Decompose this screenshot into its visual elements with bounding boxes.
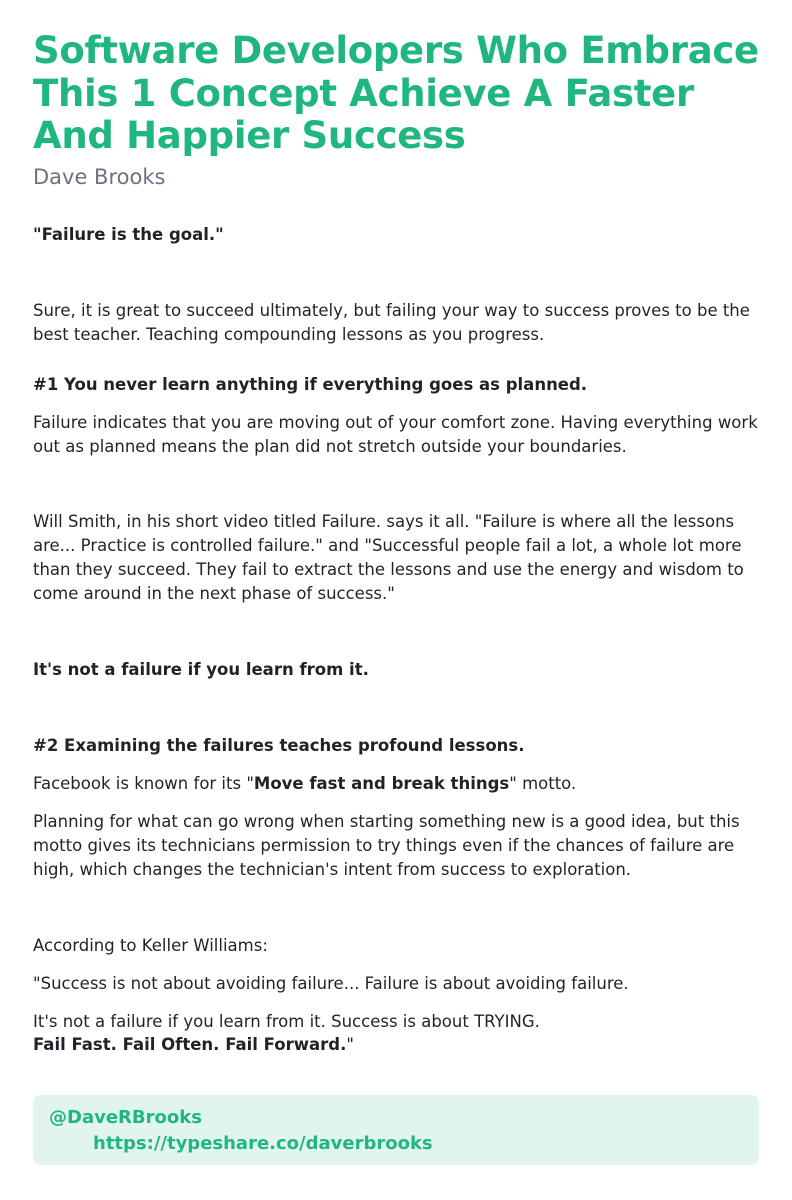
section-heading-1: #1 You never learn anything if everything goes as planned.: [33, 374, 588, 394]
facebook-motto: Move fast and break things: [253, 774, 510, 793]
typeshare-link[interactable]: https://typeshare.co/daverbrooks: [93, 1133, 433, 1154]
section-heading-2: #2 Examining the failures teaches profound lessons.: [33, 736, 525, 756]
twitter-handle-link[interactable]: @DaveRBrooks: [49, 1107, 202, 1128]
planning-paragraph: Planning for what can go wrong when starting something new is a good idea, but this motto gives its technicians permission to try things even if the chances of failure are high, which changes the technician's intent from success to exploration.: [33, 811, 740, 879]
intro-paragraph: Sure, it is great to succeed ultimately, but failing your way to success proves to be the best teacher. Teaching compounding lessons as you progress.: [33, 300, 750, 344]
fail-forward-text: Fail Fast. Fail Often. Fail Forward.: [33, 1035, 347, 1055]
article-body: [33, 223, 759, 1057]
author-footer: [33, 1095, 759, 1165]
will-smith-paragraph: Will Smith, in his short video titled Failure. says it all. "Failure is where all the lessons are... Practice is controlled failure." and "Successful people fail a lot, a whole lot more than they succeed. They fail to extract the lessons and use the energy and wisdom to come around in the next phase of success.": [33, 512, 744, 604]
lead-quote: "Failure is the goal.": [33, 224, 224, 244]
section-1-paragraph: Failure indicates that you are moving out of your comfort zone. Having everything work out as planned means the plan did not stretch outside your boundaries.: [33, 412, 758, 456]
keller-quote-line-1: "Success is not about avoiding failure... Failure is about avoiding failure.: [33, 973, 629, 993]
facebook-text-pre: Facebook is known for its ": [33, 774, 254, 793]
keller-intro: According to Keller Williams:: [33, 935, 268, 955]
keller-quote-line-3: [33, 1033, 759, 1057]
closing-quote-mark: ": [346, 1035, 354, 1055]
page-title: Software Developers Who Embrace This 1 Concept Achieve A Faster And Happier Success: [33, 29, 759, 158]
key-takeaway: It's not a failure if you learn from it.: [33, 660, 369, 680]
facebook-text-post: " motto.: [509, 774, 577, 793]
keller-quote-line-2: It's not a failure if you learn from it. Success is about TRYING.: [33, 1011, 540, 1031]
author-name: Dave Brooks: [33, 164, 166, 189]
facebook-paragraph: [33, 772, 759, 796]
